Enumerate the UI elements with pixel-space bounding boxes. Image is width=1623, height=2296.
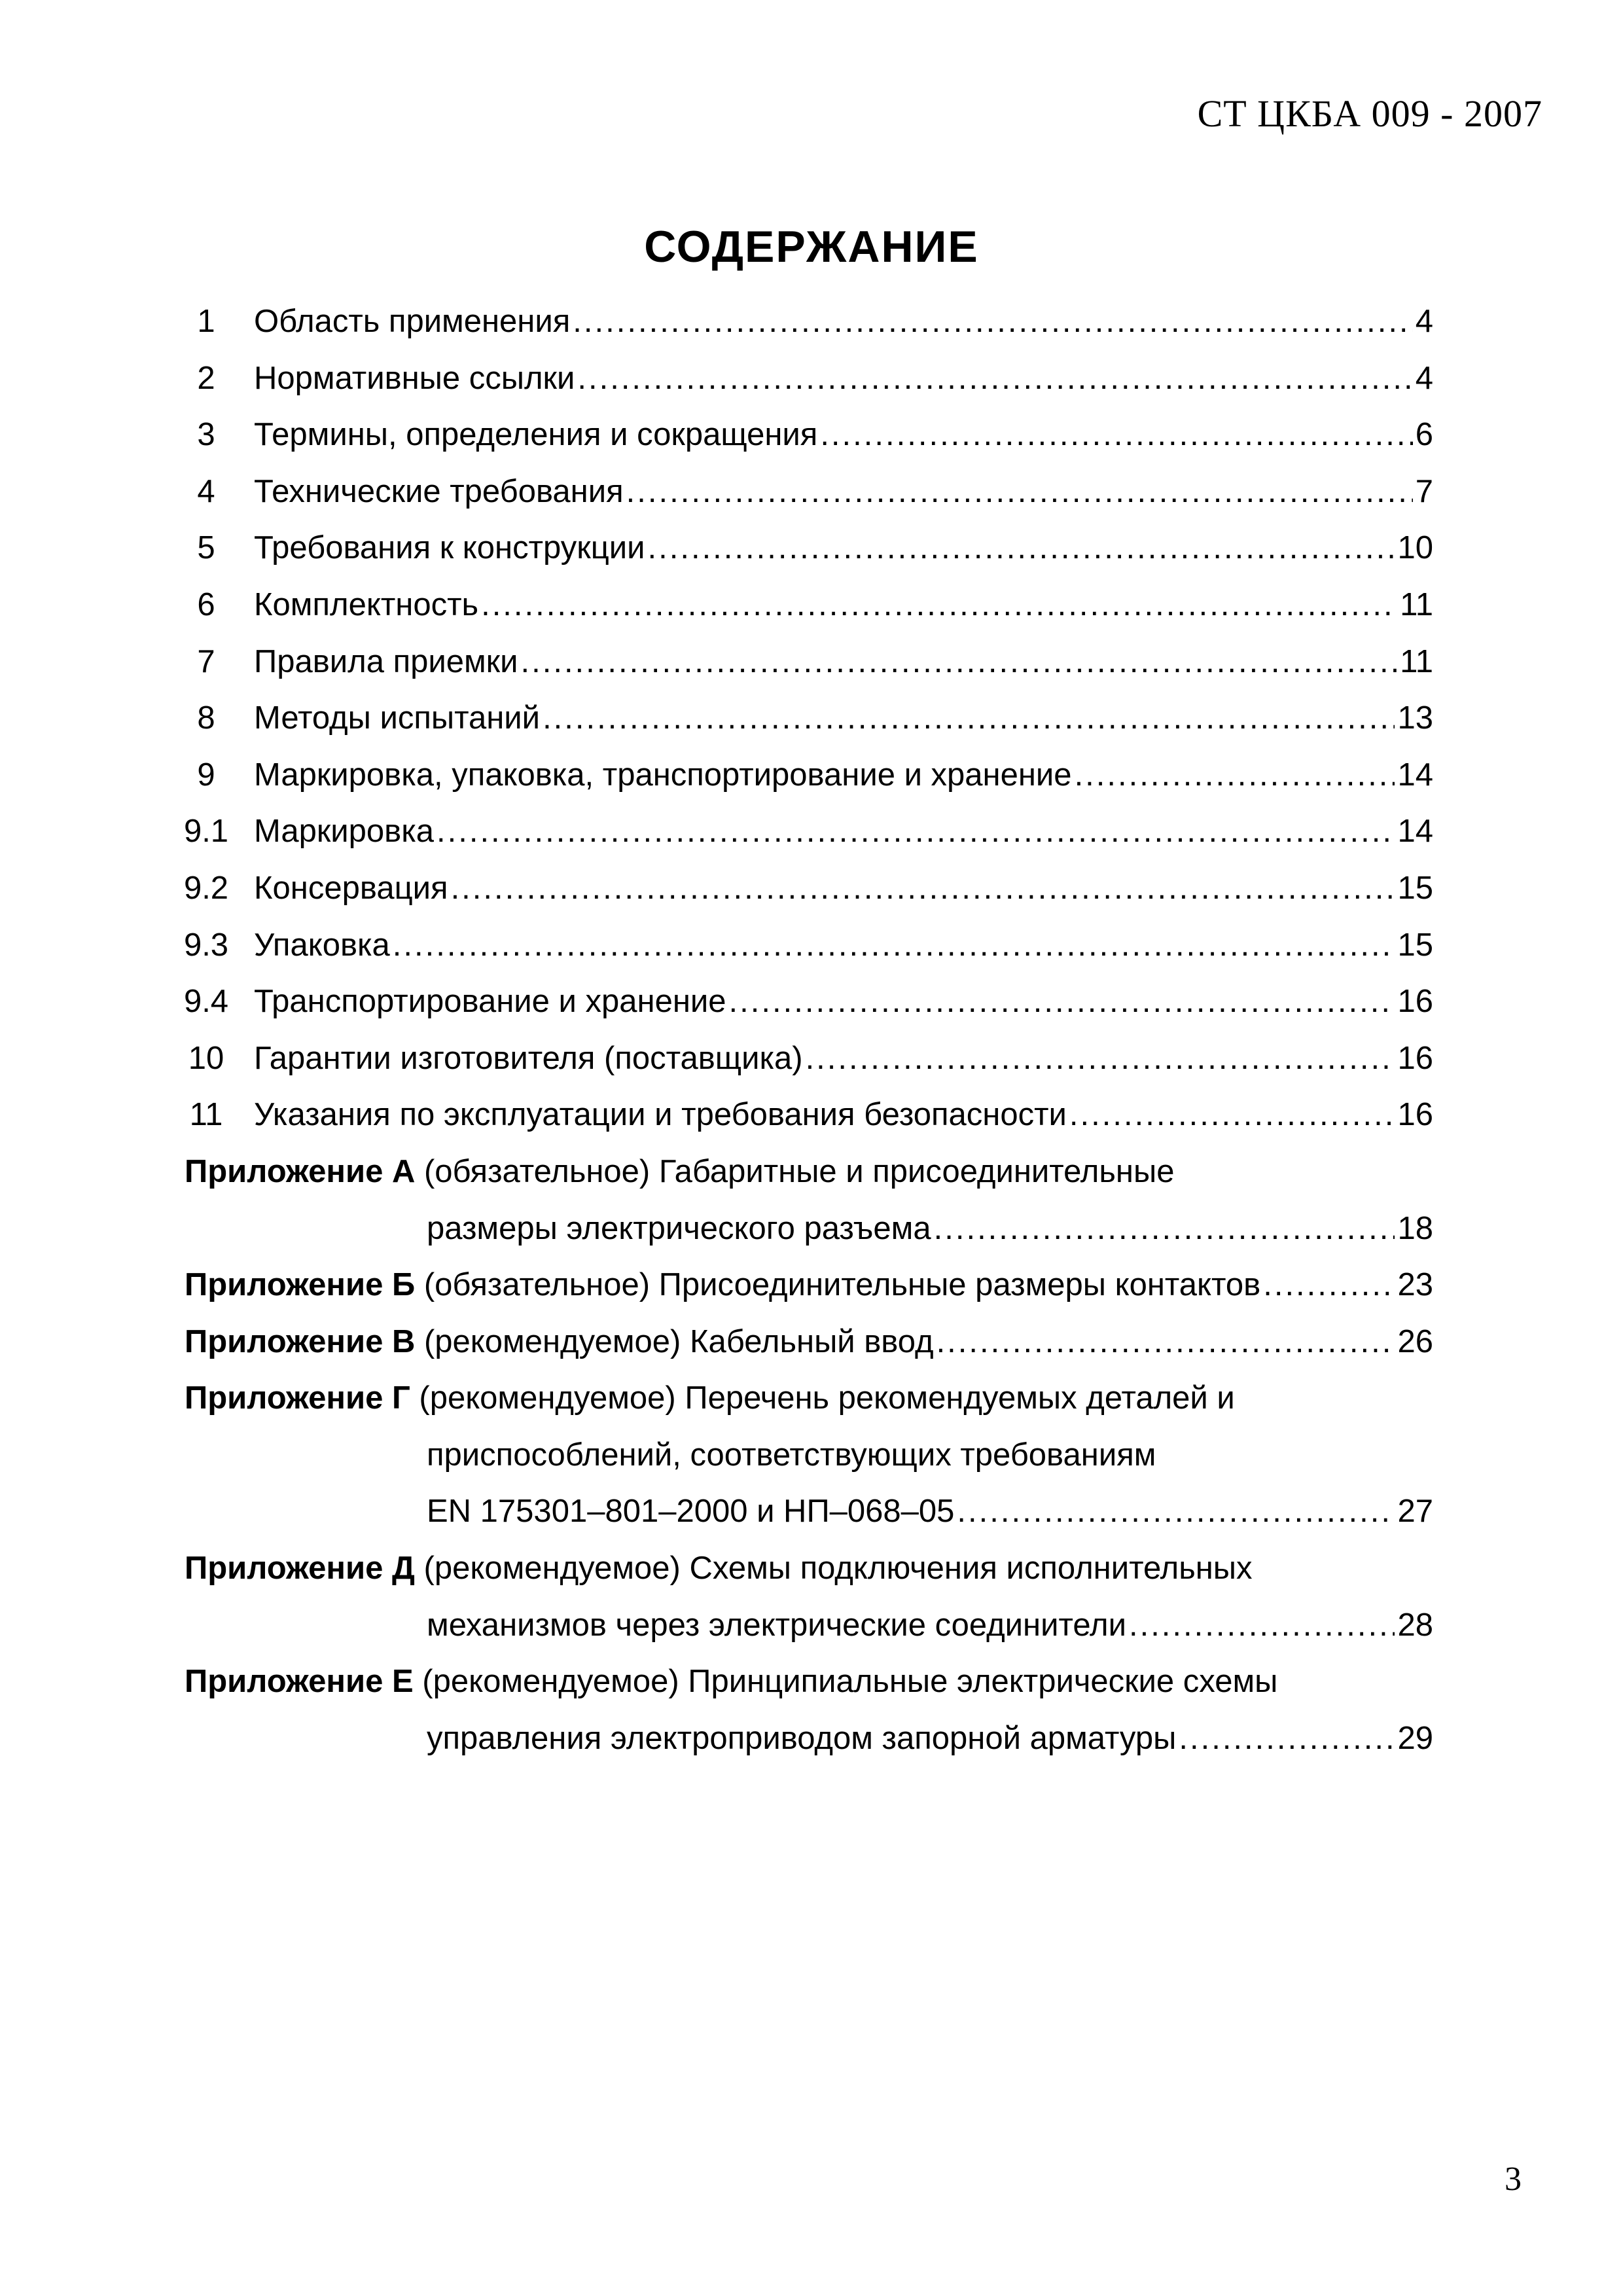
section-title: Маркировка, упаковка, транспортирование и хранение: [254, 757, 1072, 793]
toc-row: [180, 293, 1433, 350]
appendix-page: 23: [1397, 1267, 1433, 1303]
dot-leader: [573, 293, 1412, 350]
toc-title: СОДЕРЖАНИЕ: [644, 222, 979, 272]
dot-leader: [1179, 1710, 1395, 1767]
section-title: Требования к конструкции: [254, 530, 645, 566]
section-number: 3: [197, 417, 215, 453]
toc-row: [180, 747, 1433, 804]
dot-leader: [806, 1030, 1395, 1087]
dot-leader: [820, 406, 1412, 463]
section-title: Маркировка: [254, 814, 434, 850]
section-page: 14: [1397, 757, 1433, 793]
appendix-label: Приложение Г: [185, 1380, 410, 1416]
appendix-title: (рекомендуемое) Схемы подключения исполнительных: [423, 1551, 1253, 1587]
section-page: 15: [1397, 927, 1433, 963]
section-number: 8: [197, 700, 215, 736]
section-page: 15: [1397, 870, 1433, 906]
dot-leader: [1129, 1597, 1395, 1654]
toc-row-appendix-e-cont: [180, 1710, 1433, 1767]
section-number: 6: [197, 586, 215, 622]
dot-leader: [626, 463, 1413, 520]
toc-row-appendix-g-cont: [180, 1483, 1433, 1540]
dot-leader: [1069, 1086, 1395, 1143]
appendix-label: Приложение Д: [185, 1551, 415, 1587]
toc-row: [180, 406, 1433, 463]
section-page: 16: [1397, 1040, 1433, 1076]
appendix-label: Приложение В: [185, 1323, 416, 1359]
toc-row: [180, 690, 1433, 747]
section-title: Область применения: [254, 304, 571, 339]
dot-leader: [520, 634, 1397, 691]
dot-leader: [957, 1483, 1395, 1540]
dot-leader: [451, 860, 1395, 917]
toc-row-appendix-g-cont: [180, 1427, 1433, 1484]
appendix-page: 26: [1397, 1323, 1433, 1359]
appendix-title: (рекомендуемое) Принципиальные электрические схемы: [422, 1664, 1278, 1700]
toc-row: [180, 973, 1433, 1030]
appendix-title: размеры электрического разъема: [427, 1210, 931, 1246]
section-page: 16: [1397, 984, 1433, 1020]
section-title: Упаковка: [254, 927, 390, 963]
table-of-contents: [180, 293, 1433, 1767]
section-number: 9: [197, 757, 215, 793]
section-title: Нормативные ссылки: [254, 360, 575, 396]
section-page: 7: [1415, 473, 1433, 509]
section-title: Гарантии изготовителя (поставщика): [254, 1040, 803, 1076]
toc-row: [180, 634, 1433, 691]
appendix-title: (обязательное) Присоединительные размеры контактов: [423, 1267, 1261, 1303]
section-title: Технические требования: [254, 473, 624, 509]
appendix-title: (рекомендуемое) Перечень рекомендуемых деталей и: [419, 1380, 1235, 1416]
section-title: Правила приемки: [254, 643, 518, 679]
section-page: 10: [1397, 530, 1433, 566]
section-number: 9.3: [183, 927, 229, 963]
toc-row: [180, 860, 1433, 917]
toc-row: [180, 577, 1433, 634]
section-page: 14: [1397, 814, 1433, 850]
section-title: Транспортирование и хранение: [254, 984, 726, 1020]
section-title: Методы испытаний: [254, 700, 541, 736]
toc-row-appendix-d-cont: [180, 1597, 1433, 1654]
appendix-title: приспособлений, соответствующих требованиям: [427, 1437, 1156, 1473]
appendix-label: Приложение А: [185, 1153, 416, 1189]
dot-leader: [543, 690, 1395, 747]
dot-leader: [437, 803, 1395, 860]
dot-leader: [1075, 747, 1395, 804]
toc-row: [180, 917, 1433, 974]
appendix-title: управления электроприводом запорной арматуры: [427, 1720, 1177, 1756]
toc-row-appendix-v: [180, 1314, 1433, 1371]
dot-leader: [393, 917, 1395, 974]
section-number: 2: [197, 360, 215, 396]
section-number: 10: [188, 1040, 224, 1076]
appendix-title: (обязательное) Габаритные и присоединительные: [423, 1153, 1175, 1189]
appendix-page: 29: [1397, 1720, 1433, 1756]
toc-row: [180, 350, 1433, 407]
toc-row-appendix-e: [180, 1653, 1433, 1710]
section-page: 11: [1400, 586, 1433, 622]
section-page: 11: [1400, 643, 1433, 679]
dot-leader: [648, 520, 1395, 577]
section-page: 13: [1397, 700, 1433, 736]
appendix-page: 28: [1397, 1607, 1433, 1643]
section-number: 5: [197, 530, 215, 566]
toc-row: [180, 803, 1433, 860]
section-number: 1: [197, 304, 215, 339]
appendix-title: EN 175301–801–2000 и НП–068–05: [427, 1494, 955, 1530]
section-title: Термины, определения и сокращения: [254, 417, 818, 453]
toc-row-appendix-a-cont: [180, 1200, 1433, 1257]
section-number: 7: [197, 643, 215, 679]
section-page: 16: [1397, 1097, 1433, 1133]
section-title: Комплектность: [254, 586, 479, 622]
toc-row: [180, 1030, 1433, 1087]
toc-row-appendix-a: [180, 1143, 1433, 1200]
toc-row-appendix-g: [180, 1370, 1433, 1427]
appendix-page: 18: [1397, 1210, 1433, 1246]
appendix-title: механизмов через электрические соединители: [427, 1607, 1126, 1643]
dot-leader: [481, 577, 1397, 634]
dot-leader: [934, 1200, 1395, 1257]
appendix-page: 27: [1397, 1494, 1433, 1530]
appendix-title: (рекомендуемое) Кабельный ввод: [423, 1323, 934, 1359]
dot-leader: [729, 973, 1395, 1030]
appendix-label: Приложение Е: [185, 1664, 414, 1700]
section-number: 9.4: [183, 984, 229, 1020]
section-number: 9.1: [183, 814, 229, 850]
toc-row-appendix-b: [180, 1257, 1433, 1314]
dot-leader: [936, 1314, 1395, 1371]
section-number: 11: [189, 1097, 223, 1133]
section-title: Консервация: [254, 870, 448, 906]
section-page: 4: [1415, 304, 1433, 339]
section-title: Указания по эксплуатации и требования безопасности: [254, 1097, 1067, 1133]
dot-leader: [1263, 1257, 1395, 1314]
toc-row: [180, 1086, 1433, 1143]
section-page: 4: [1415, 360, 1433, 396]
section-page: 6: [1415, 417, 1433, 453]
dot-leader: [577, 350, 1412, 407]
document-code: СТ ЦКБА 009 - 2007: [1197, 92, 1543, 135]
toc-row: [180, 463, 1433, 520]
section-number: 4: [197, 473, 215, 509]
toc-row: [180, 520, 1433, 577]
section-number: 9.2: [183, 870, 229, 906]
page-number: 3: [1505, 2161, 1522, 2198]
toc-row-appendix-d: [180, 1540, 1433, 1597]
appendix-label: Приложение Б: [185, 1267, 416, 1303]
